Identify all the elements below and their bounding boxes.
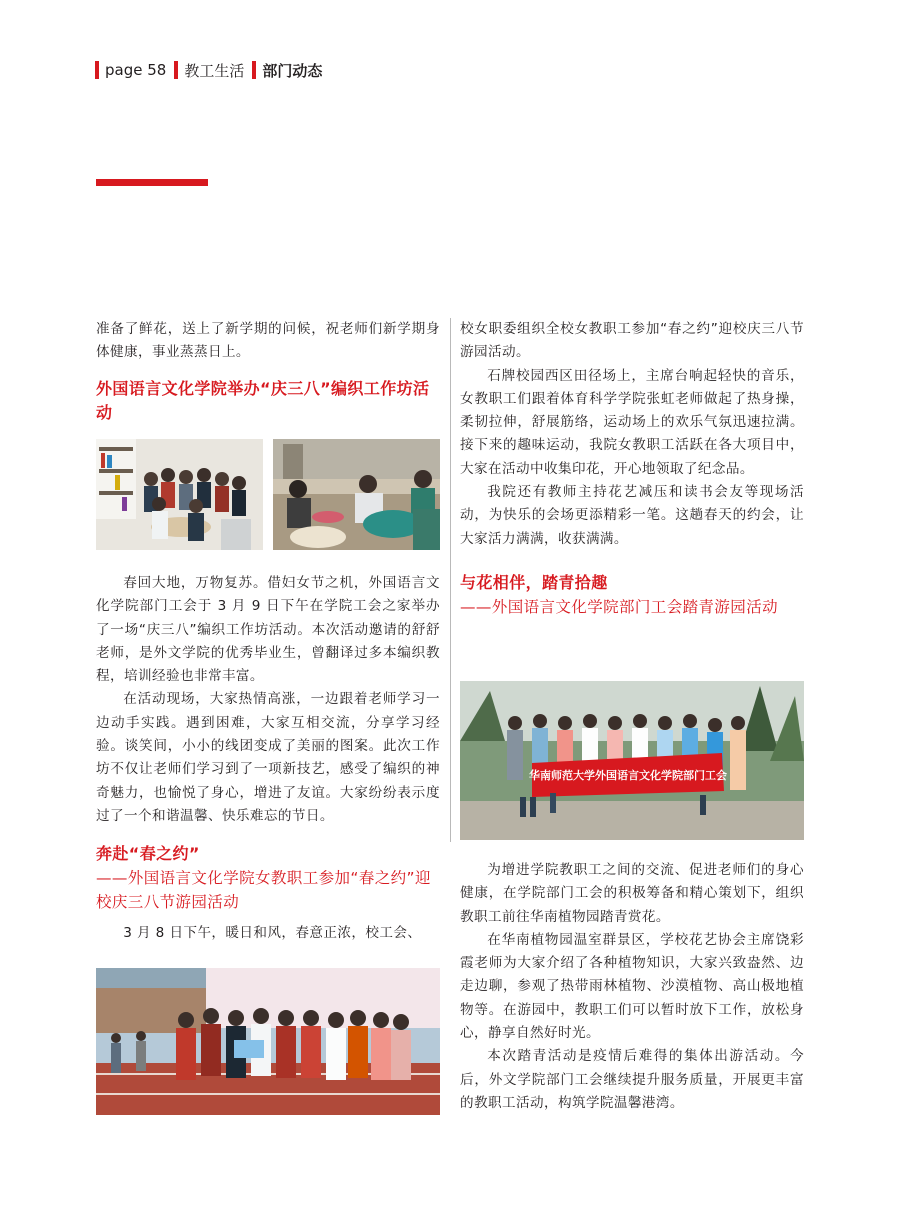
- left-column-body: [96, 572, 440, 946]
- body-paragraph: 3 月 8 日下午，暖日和风，春意正浓，校工会、: [123, 925, 422, 942]
- article-title: 奔赴“春之约”: [96, 844, 200, 864]
- page-number: page 58: [105, 61, 167, 79]
- article-title: 与花相伴，踏青拾趣: [460, 572, 608, 592]
- header-red-bar: [95, 61, 99, 79]
- botanical-garden-group-photo: [460, 681, 804, 840]
- right-column-top: [460, 318, 804, 619]
- knitting-group-photo: [96, 439, 263, 550]
- intro-paragraph: 准备了鲜花，送上了新学期的问候，祝老师们新学期身体健康，事业蒸蒸日上。: [96, 321, 440, 361]
- header-red-bar: [252, 61, 256, 79]
- left-column-top: [96, 318, 440, 425]
- body-paragraph: 在活动现场，大家热情高涨，一边跟着老师学习一边动手实践。遇到困难，大家互相交流，分享学习经验。谈笑间，小小的线团变成了美丽的图案。此次工作坊不仅让老师们学习到了一项新技艺，感受了编织的神奇魅力，也愉悦了身心，增进了友谊。大家纷纷表示度过了一个和谐温馨、快乐难忘的节日。: [96, 691, 440, 824]
- subsection-name: 部门动态: [262, 61, 323, 80]
- body-paragraph: 石牌校园西区田径场上，主席台响起轻快的音乐，女教职工们跟着体育科学学院张虹老师做起了热身操，柔韧拉伸，舒展筋络，运动场上的欢乐气氛迅速拉满。接下来的趣味运动，我院女教职工活跃在各大项目中，大家在活动中收集印花，开心地领取了纪念品。: [460, 367, 804, 477]
- spring-festival-group-photo: [96, 968, 440, 1115]
- body-paragraph: 为增进学院教职工之间的交流、促进老师们的身心健康，在学院部门工会的积极筹备和精心策划下，组织教职工前往华南植物园踏青赏花。: [460, 862, 804, 925]
- body-paragraph: 我院还有教师主持花艺减压和读书会友等现场活动，为快乐的会场更添精彩一笔。这趟春天的约会，让大家活力满满，收获满满。: [460, 484, 804, 547]
- article-subtitle: ——外国语言文化学院部门工会踏青游园活动: [460, 597, 779, 616]
- right-column-bottom: [460, 859, 804, 1115]
- body-paragraph: 校女职委组织全校女教职工参加“春之约”迎校庆三八节游园活动。: [460, 321, 804, 361]
- column-divider: [450, 318, 451, 842]
- banner-text: 华南师范大学外国语言文化学院部门工会: [529, 769, 727, 782]
- decorative-red-rule: [96, 179, 208, 186]
- knitting-workshop-photo: [273, 439, 440, 550]
- article-title: 外国语言文化学院举办“庆三八”编织工作坊活动: [96, 378, 430, 422]
- body-paragraph: 本次踏青活动是疫情后难得的集体出游活动。今后，外文学院部门工会继续提升服务质量，开展更丰富的教职工活动，构筑学院温馨港湾。: [460, 1048, 804, 1111]
- section-name: 教工生活: [184, 61, 245, 80]
- body-paragraph: 春回大地，万物复苏。借妇女节之机，外国语言文化学院部门工会于 3 月 9 日下午在学院工会之家举办了一场“庆三八”编织工作坊活动。本次活动邀请的舒舒老师，是外文学院的优秀毕业生，曾翻译过多本编织教程，培训经验也非常丰富。: [96, 575, 440, 685]
- article-subtitle: ——外国语言文化学院女教职工参加“春之约”迎校庆三八节游园活动: [96, 869, 431, 912]
- header-red-bar: [174, 61, 178, 79]
- body-paragraph: 在华南植物园温室群景区，学校花艺协会主席饶彩霞老师为大家介绍了各种植物知识，大家兴致盎然、边走边聊，参观了热带雨林植物、沙漠植物、高山极地植物等。在游园中，教职工们可以暂时放下工作，放松身心，静享自然好时光。: [460, 931, 804, 1042]
- running-header: [95, 58, 322, 82]
